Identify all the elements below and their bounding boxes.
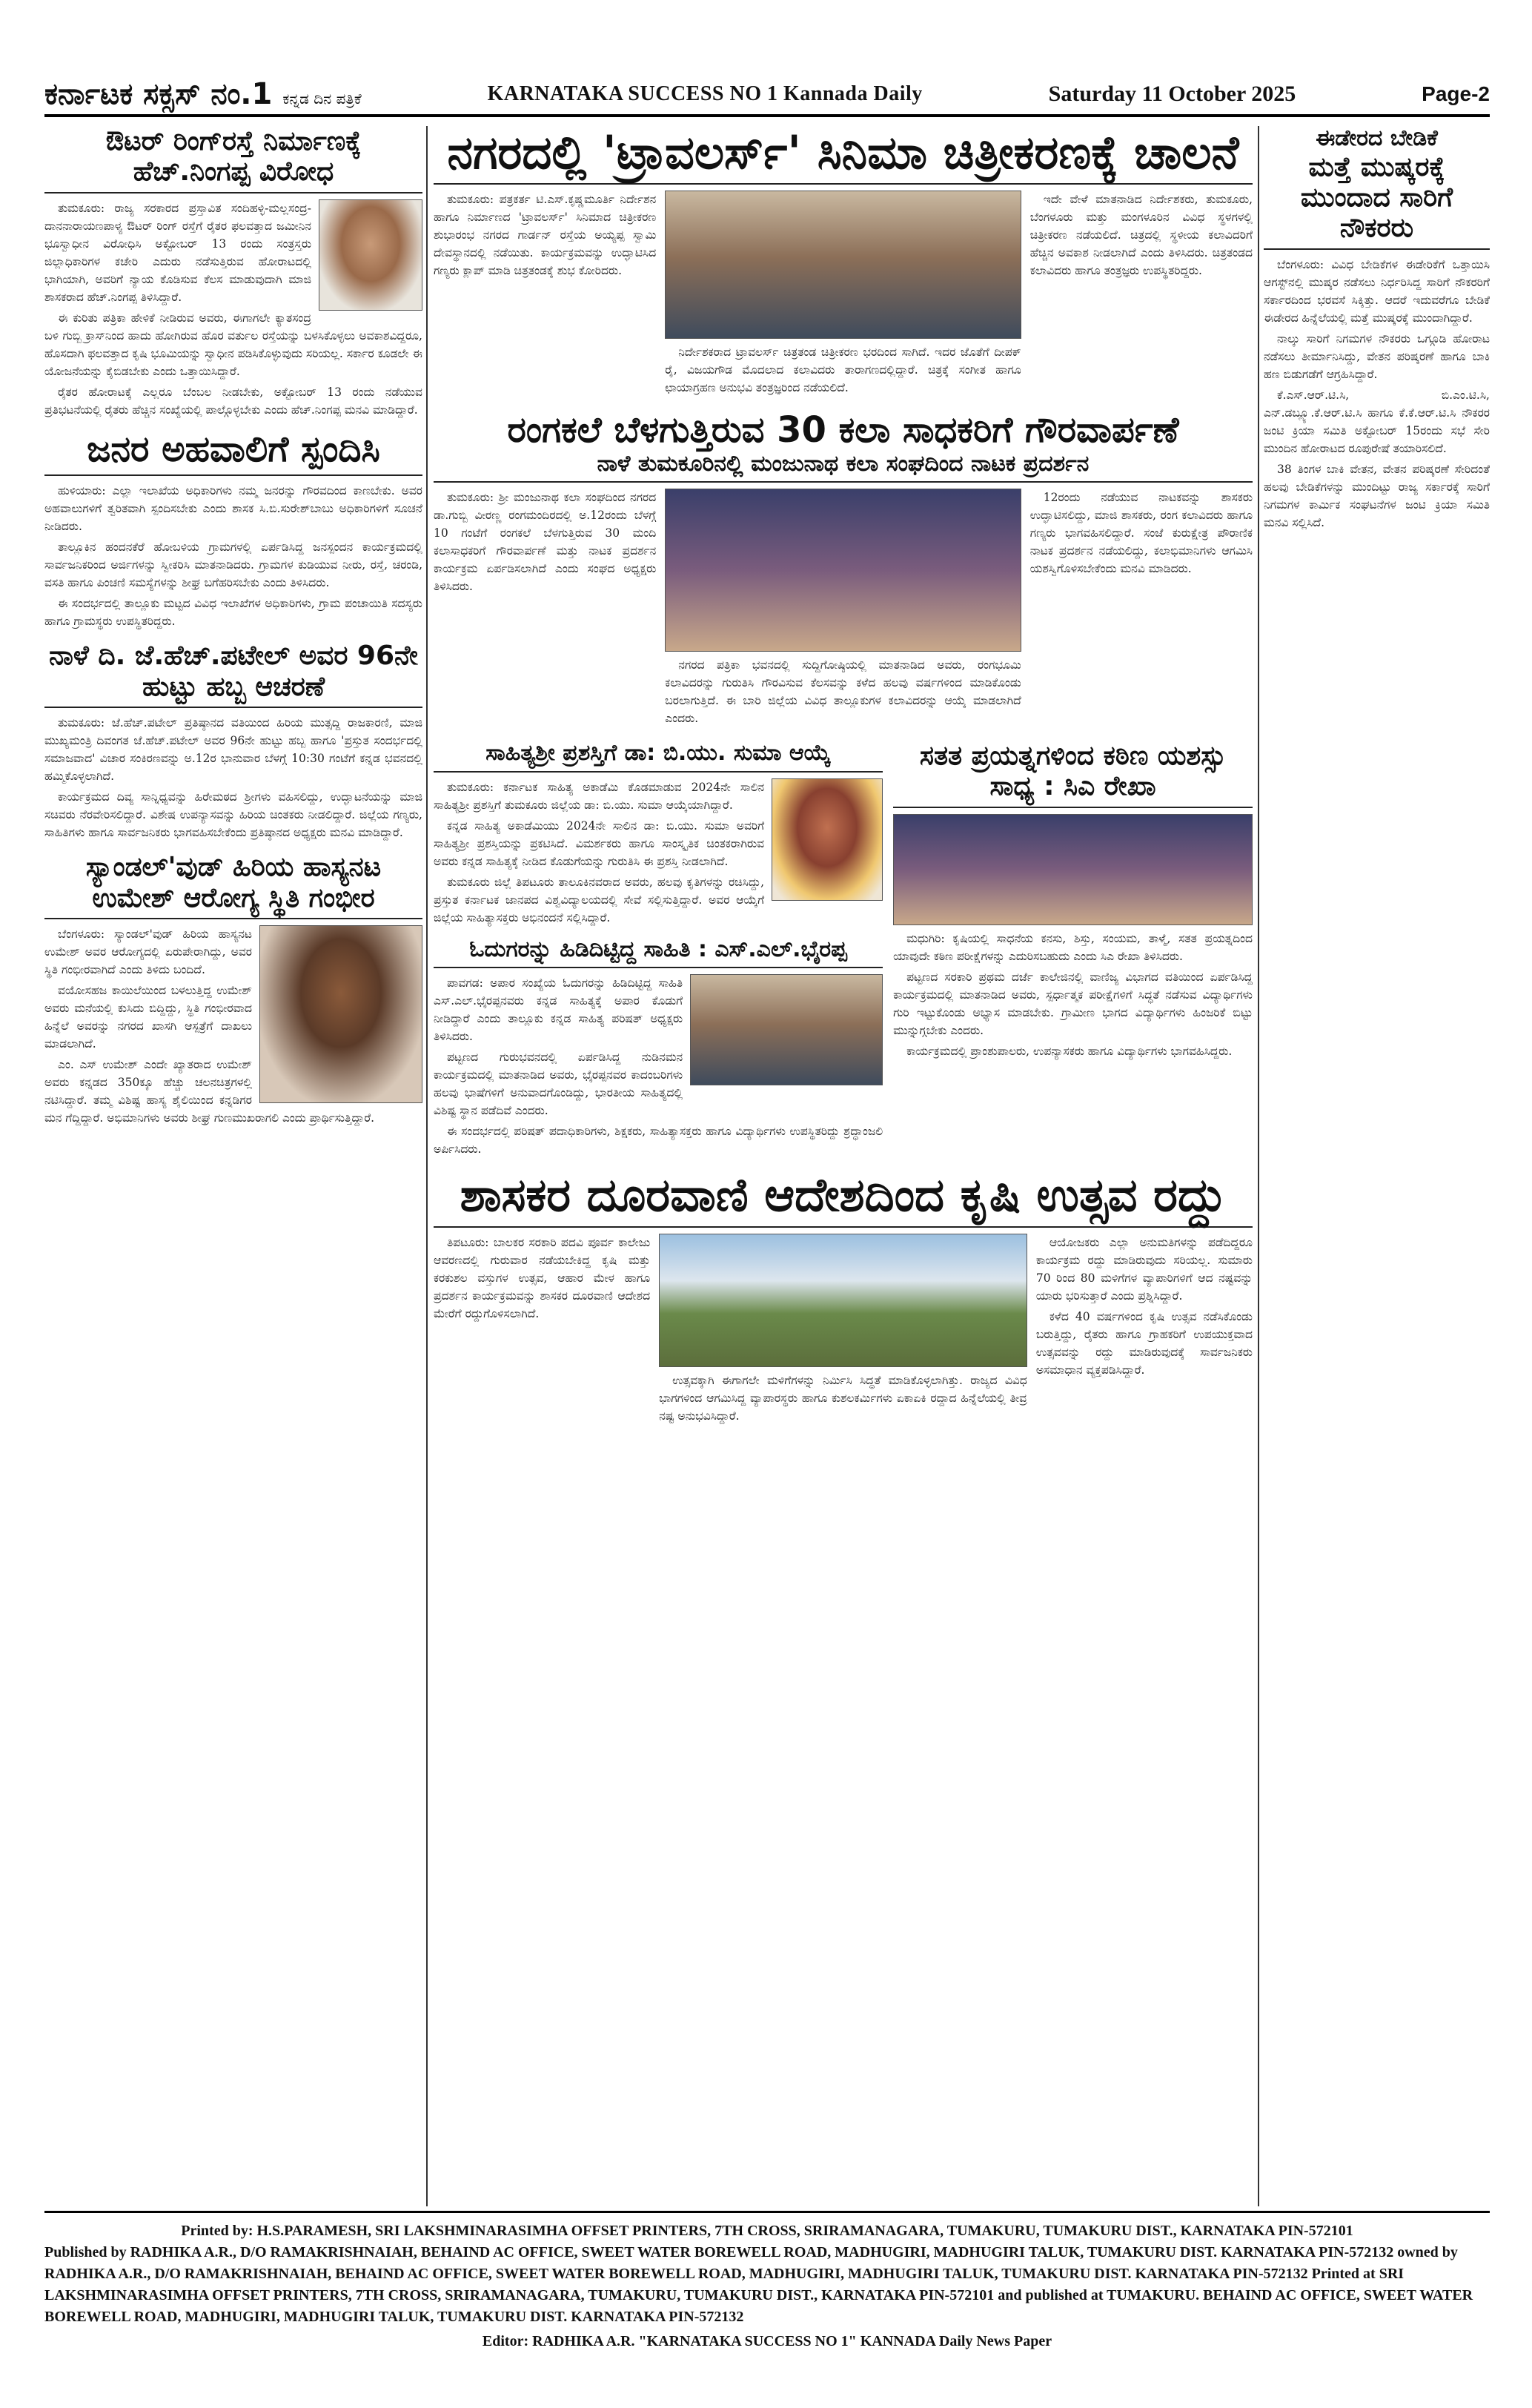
paragraph: ತುಮಕೂರು: ಶ್ರೀ ಮಂಜುನಾಥ ಕಲಾ ಸಂಘದಿಂದ ನಗರದ ಡಾ.ಗುಬ್ಬಿ ವೀರಣ್ಣ ರಂಗಮಂದಿರದಲ್ಲಿ ಅ.12ರಂದು ಬೆಳಗ್ಗೆ 10 ಗಂಟೆಗೆ ರಂಗಕಲೆ ಬೆಳಗುತ್ತಿರುವ 30 ಮಂದಿ ಕಲಾಸಾಧಕರಿಗೆ ಗೌರವಾರ್ಪಣೆ ಮತ್ತು ನಾಟಕ ಪ್ರದರ್ಶನ ಕಾರ್ಯಕ್ರಮ ಏರ್ಪಡಿಸಲಾಗಿದೆ ಎಂದು ಸಂಘದ ಅಧ್ಯಕ್ಷರು ತಿಳಿಸಿದರು. <box>434 491 657 594</box>
mid-split <box>434 741 1253 1168</box>
article-body <box>1030 191 1253 400</box>
article-transport-strike <box>1264 126 1490 532</box>
newspaper-title: KARNATAKA SUCCESS NO 1 Kannada Daily <box>487 82 923 105</box>
article-actor-umesh <box>44 852 422 1127</box>
article-sahityashri-award <box>434 741 883 927</box>
paragraph: ಆಯೋಜಕರು ಎಲ್ಲಾ ಅನುಮತಿಗಳನ್ನು ಪಡೆದಿದ್ದರೂ ಕಾರ್ಯಕ್ರಮ ರದ್ದು ಮಾಡಿರುವುದು ಸರಿಯಲ್ಲ. ಸುಮಾರು 70 ರಿಂದ 80 ಮಳಿಗೆಗಳ ವ್ಯಾಪಾರಿಗಳಿಗೆ ಆದ ನಷ್ಟವನ್ನು ಯಾರು ಭರಿಸುತ್ತಾರೆ ಎಂದು ಪ್ರಶ್ನಿಸಿದ್ದಾರೆ. <box>1035 1235 1253 1303</box>
paragraph: ನಿರ್ದೇಶಕರಾದ ಟ್ರಾವಲರ್ಸ್ ಚಿತ್ರತಂಡ ಚಿತ್ರೀಕರಣ ಭರದಿಂದ ಸಾಗಿದೆ. ಇದರ ಜೊತೆಗೆ ದೀಪಕ್ ರೈ, ವಿಜಯಗೌಡ ಮೊದಲಾದ ಕಲಾವಿದರು ತಾರಾಗಣದಲ್ಲಿದ್ದಾರೆ. ಚಿತ್ರಕ್ಕೆ ಸಂಗೀತ ಹಾಗೂ ಛಾಯಾಗ್ರಹಣ ಅನುಭವಿ ತಂತ್ರಜ್ಞರಿಂದ ನಡೆಯಲಿದೆ. <box>665 345 1021 395</box>
imprint-published-by: Published by RADHIKA A.R., D/O RAMAKRISHNAIAH, BEHAIND AC OFFICE, SWEET WATER BOREWELL ROAD, MADHUGIRI, MADHUGIRI TALUK, TUMAKURU DIST. KARNATAKA PIN-572132 owned by RADHIKA A.R., D/O RAMAKRISHNAIAH, BEHAIND AC OFFICE, SWEET WATER BOREWELL ROAD, MADHUGIRI, MADHUGIRI TALUK, TUMAKURU DIST. KARNATAKA PIN-572132 Printed at SRI LAKSHMINARASIMHA OFFSET PRINTERS, 7TH CROSS, SRIRAMANAGARA, TUMAKURU, TUMAKURU DIST., KARNATAKA PIN-572101 and published at TUMAKURU. BEHAIND AC OFFICE, SWEET WATER BOREWELL ROAD, MADHUGIRI, MADHUGIRI TALUK, TUMAKURU DIST. KARNATAKA PIN-572132 <box>44 2244 1473 2325</box>
paragraph: ಮಧುಗಿರಿ: ಕೃಷಿಯಲ್ಲಿ ಸಾಧನೆಯ ಕನಸು, ಶಿಸ್ತು, ಸಂಯಮ, ತಾಳ್ಮೆ, ಸತತ ಪ್ರಯತ್ನದಿಂದ ಯಾವುದೇ ಕಠಿಣ ಪರೀಕ್ಷೆಗಳನ್ನು ಎದುರಿಸಬಹುದು ಎಂದು ಸಿಎ ರೇಖಾ ತಿಳಿಸಿದರು. <box>893 931 1253 963</box>
imprint <box>44 2211 1490 2359</box>
paragraph: ಪಟ್ಟಣದ ಗುರುಭವನದಲ್ಲಿ ಏರ್ಪಡಿಸಿದ್ದ ನುಡಿನಮನ ಕಾರ್ಯಕ್ರಮದಲ್ಲಿ ಮಾತನಾಡಿದ ಅವರು, ಭೈರಪ್ಪನವರ ಕಾದಂಬರಿಗಳು ಹಲವು ಭಾಷೆಗಳಿಗೆ ಅನುವಾದಗೊಂಡಿದ್ದು, ಭಾರತೀಯ ಸಾಹಿತ್ಯದಲ್ಲಿ ವಿಶಿಷ್ಟ ಸ್ಥಾನ ಪಡೆದಿವೆ ಎಂದರು. <box>434 1051 683 1118</box>
middle-column <box>434 126 1253 2206</box>
paragraph: 38 ತಿಂಗಳ ಬಾಕಿ ವೇತನ, ವೇತನ ಪರಿಷ್ಕರಣೆ ಸೇರಿದಂತೆ ಹಲವು ಬೇಡಿಕೆಗಳನ್ನು ಮುಂದಿಟ್ಟು ರಾಜ್ಯ ಸರ್ಕಾರಕ್ಕೆ ಸಾರಿಗೆ ನಿಗಮಗಳ ಕಾರ್ಮಿಕ ಸಂಘಟನೆಗಳ ಜಂಟಿ ಕ್ರಿಯಾ ಸಮಿತಿ ಮನವಿ ಸಲ್ಲಿಸಿದೆ. <box>1264 462 1490 529</box>
article-public-grievances <box>44 429 422 630</box>
article-bhyrappa-tribute <box>434 937 883 1159</box>
college-event-photo <box>893 814 1253 925</box>
article-columns <box>434 191 1253 400</box>
article-ca-rekha <box>893 741 1253 1060</box>
photo-block <box>659 1234 1027 1428</box>
paragraph: ಪಟ್ಟಣದ ಸರಕಾರಿ ಪ್ರಥಮ ದರ್ಜೆ ಕಾಲೇಜಿನಲ್ಲಿ ವಾಣಿಜ್ಯ ವಿಭಾಗದ ವತಿಯಿಂದ ಏರ್ಪಡಿಸಿದ್ದ ಕಾರ್ಯಕ್ರಮದಲ್ಲಿ ಮಾತನಾಡಿದ ಅವರು, ಸ್ಪರ್ಧಾತ್ಮಕ ಪರೀಕ್ಷೆಗಳಿಗೆ ಸಿದ್ಧತೆ ನಡೆಸುವ ವಿದ್ಯಾರ್ಥಿಗಳು ಗುರಿ ಇಟ್ಟುಕೊಂಡು ಅಭ್ಯಾಸ ಮಾಡಬೇಕು. ಗ್ರಾಮೀಣ ಭಾಗದ ವಿದ್ಯಾರ್ಥಿಗಳು ಹಿಂಜರಿಕೆ ಬಿಟ್ಟು ಮುನ್ನುಗ್ಗಬೇಕು ಎಂದರು. <box>893 970 1253 1037</box>
photo-block <box>665 191 1021 400</box>
column-divider <box>426 126 428 2206</box>
kicker: ಈಡೇರದ ಬೇಡಿಕೆ <box>1316 126 1438 151</box>
paragraph: ತುಮಕೂರು: ರಾಜ್ಯ ಸರಕಾರದ ಪ್ರಸ್ತಾವಿತ ಸಂದಿಹಳ್ಳಿ-ಮಲ್ಲಸಂದ್ರ-ದಾನನಾರಾಯಣಪಾಳ್ಯ ಔಟರ್ ರಿಂಗ್ ರಸ್ತೆಗೆ ರೈತರ ಫಲವತ್ತಾದ ಜಮೀನಿನ ಭೂಸ್ವಾಧೀನ ವಿರೋಧಿಸಿ ಅಕ್ಟೋಬರ್ 13 ರಂದು ಸಂತ್ರಸ್ತರು ಜಿಲ್ಲಾಧಿಕಾರಿಗಳ ಕಚೇರಿ ಎದುರು ನಡೆಸುತ್ತಿರುವ ಹೋರಾಟದಲ್ಲಿ ಭಾಗಿಯಾಗಿ, ಅವರಿಗೆ ನ್ಯಾಯ ಕೊಡಿಸುವ ಕೆಲಸ ಮಾಡುವುದಾಗಿ ಮಾಜಿ ಶಾಸಕರಾದ ಹೆಚ್.ನಿಂಗಪ್ಪ ತಿಳಿಸಿದ್ದಾರೆ. <box>44 201 311 304</box>
mid-split-right <box>893 741 1253 1168</box>
headline: ಔಟರ್ ರಿಂಗ್‌ರಸ್ತೆ ನಿರ್ಮಾಣಕ್ಕೆ ಹೆಚ್.ನಿಂಗಪ್ಪ ವಿರೋಧ <box>44 126 422 194</box>
headline: ಜನರ ಅಹವಾಲಿಗೆ ಸ್ಪಂದಿಸಿ <box>44 429 422 476</box>
film-crew-photo <box>665 191 1021 339</box>
tribute-event-photo <box>690 974 883 1085</box>
headline: ನಾಳೆ ದಿ. ಜೆ.ಹೆಚ್.ಪಟೇಲ್ ಅವರ 96ನೇ ಹುಟ್ಟು ಹಬ್ಬ ಆಚರಣೆ <box>44 641 422 708</box>
article-body <box>665 656 1021 727</box>
masthead <box>44 74 1490 117</box>
paragraph: ರೈತರ ಹೋರಾಟಕ್ಕೆ ಎಲ್ಲರೂ ಬೆಂಬಲ ನೀಡಬೇಕು, ಅಕ್ಟೋಬರ್ 13 ರಂದು ನಡೆಯುವ ಪ್ರತಿಭಟನೆಯಲ್ಲಿ ರೈತರು ಹೆಚ್ಚಿನ ಸಂಖ್ಯೆಯಲ್ಲಿ ಪಾಲ್ಗೊಳ್ಳಬೇಕು ಎಂದು ಹೆಚ್.ನಿಂಗಪ್ಪ ಮನವಿ ಮಾಡಿದ್ದಾರೆ. <box>44 385 422 417</box>
paragraph: ಕಾರ್ಯಕ್ರಮದ ದಿವ್ಯ ಸಾನ್ನಿಧ್ಯವನ್ನು ಹಿರೇಮಠದ ಶ್ರೀಗಳು ವಹಿಸಲಿದ್ದು, ಉದ್ಘಾಟನೆಯನ್ನು ಮಾಜಿ ಸಚಿವರು ನೆರವೇರಿಸಲಿದ್ದಾರೆ. ವಿಶೇಷ ಉಪನ್ಯಾಸವನ್ನು ಹಿರಿಯ ಚಿಂತಕರು ನೀಡಲಿದ್ದಾರೆ. ಜಿಲ್ಲೆಯ ಗಣ್ಯರು, ಸಾಹಿತಿಗಳು ಹಾಗೂ ಸಾರ್ವಜನಿಕರು ಭಾಗವಹಿಸಬೇಕೆಂದು ಪ್ರತಿಷ್ಠಾನದ ಅಧ್ಯಕ್ಷರು ಮನವಿ ಮಾಡಿದ್ದಾರೆ. <box>44 790 422 840</box>
headline: ಓದುಗರನ್ನು ಹಿಡಿದಿಟ್ಟಿದ್ದ ಸಾಹಿತಿ : ಎಸ್.ಎಲ್.ಭೈರಪ್ಪ <box>434 937 883 969</box>
article-body <box>1030 489 1253 730</box>
exhibition-ground-photo <box>659 1234 1027 1367</box>
article-krishi-utsava <box>434 1168 1253 1427</box>
headline: ಶಾಸಕರ ದೂರವಾಣಿ ಆದೇಶದಿಂದ ಕೃಷಿ ಉತ್ಸವ ರದ್ದು <box>434 1168 1253 1227</box>
paragraph: ಕಾರ್ಯಕ್ರಮದಲ್ಲಿ ಪ್ರಾಂಶುಪಾಲರು, ಉಪನ್ಯಾಸಕರು ಹಾಗೂ ವಿದ್ಯಾರ್ಥಿಗಳು ಭಾಗವಹಿಸಿದ್ದರು. <box>906 1044 1233 1058</box>
headline: ಸಾಹಿತ್ಯಶ್ರೀ ಪ್ರಶಸ್ತಿಗೆ ಡಾ: ಬಿ.ಯು. ಸುಮಾ ಆಯ್ಕೆ <box>434 741 883 773</box>
paragraph: ಹುಳಿಯಾರು: ಎಲ್ಲಾ ಇಲಾಖೆಯ ಅಧಿಕಾರಿಗಳು ನಮ್ಮ ಜನರನ್ನು ಗೌರವದಿಂದ ಕಾಣಬೇಕು. ಅವರ ಅಹವಾಲುಗಳಿಗೆ ತ್ವರಿತವಾಗಿ ಸ್ಪಂದಿಸಬೇಕು ಎಂದು ಶಾಸಕ ಸಿ.ಬಿ.ಸುರೇಶ್‌ಬಾಬು ಅಧಿಕಾರಿಗಳಿಗೆ ಸೂಚನೆ ನೀಡಿದರು. <box>44 484 422 534</box>
headline: ಮತ್ತೆ ಮುಷ್ಕರಕ್ಕೆ ಮುಂದಾದ ಸಾರಿಗೆ ನೌಕರರು <box>1264 152 1490 250</box>
article-body <box>1036 1234 1253 1428</box>
paragraph: ಪಾವಗಡ: ಅಪಾರ ಸಂಖ್ಯೆಯ ಓದುಗರನ್ನು ಹಿಡಿದಿಟ್ಟಿದ್ದ ಸಾಹಿತಿ ಎಸ್.ಎಲ್.ಭೈರಪ್ಪನವರು ಕನ್ನಡ ಸಾಹಿತ್ಯಕ್ಕೆ ಅಪಾರ ಕೊಡುಗೆ ನೀಡಿದ್ದಾರೆ ಎಂದು ತಾಲ್ಲೂಕು ಕನ್ನಡ ಸಾಹಿತ್ಯ ಪರಿಷತ್ ಅಧ್ಯಕ್ಷರು ತಿಳಿಸಿದರು. <box>434 976 683 1044</box>
paragraph: ತುಮಕೂರು: ಕರ್ನಾಟಕ ಸಾಹಿತ್ಯ ಅಕಾಡೆಮಿ ಕೊಡಮಾಡುವ 2024ನೇ ಸಾಲಿನ ಸಾಹಿತ್ಯಶ್ರೀ ಪ್ರಶಸ್ತಿಗೆ ತುಮಕೂರು ಜಿಲ್ಲೆಯ ಡಾ: ಬಿ.ಯು. ಸುಮಾ ಆಯ್ಕೆಯಾಗಿದ್ದಾರೆ. <box>434 780 765 812</box>
column-divider <box>1258 126 1259 2206</box>
paragraph: ಕಳೆದ 40 ವರ್ಷಗಳಿಂದ ಕೃಷಿ ಉತ್ಸವ ನಡೆಸಿಕೊಂಡು ಬರುತ್ತಿದ್ದು, ರೈತರು ಹಾಗೂ ಗ್ರಾಹಕರಿಗೆ ಉಪಯುಕ್ತವಾದ ಉತ್ಸವವನ್ನು ರದ್ದು ಮಾಡಿರುವುದಕ್ಕೆ ಸಾರ್ವಜನಿಕರು ಅಸಮಾಧಾನ ವ್ಯಕ್ತಪಡಿಸಿದ್ದಾರೆ. <box>1035 1309 1253 1377</box>
article-body <box>434 1234 650 1428</box>
photo-block <box>665 489 1021 730</box>
paragraph: ಇದೇ ವೇಳೆ ಮಾತನಾಡಿದ ನಿರ್ದೇಶಕರು, ತುಮಕೂರು, ಬೆಂಗಳೂರು ಮತ್ತು ಮಂಗಳೂರಿನ ವಿವಿಧ ಸ್ಥಳಗಳಲ್ಲಿ ಚಿತ್ರೀಕರಣ ನಡೆಯಲಿದೆ. ಚಿತ್ರದಲ್ಲಿ ಸ್ಥಳೀಯ ಕಲಾವಿದರಿಗೆ ಹೆಚ್ಚಿನ ಅವಕಾಶ ನೀಡಲಾಗಿದೆ ಎಂದು ತಿಳಿಸಿದರು. ಚಿತ್ರತಂಡದ ಕಲಾವಿದರು ಹಾಗೂ ತಂತ್ರಜ್ಞರು ಉಪಸ್ಥಿತರಿದ್ದರು. <box>1029 193 1253 278</box>
article-body <box>44 482 422 630</box>
article-body <box>1264 256 1490 532</box>
mid-split-left <box>434 741 883 1168</box>
paragraph: ಕನ್ನಡ ಸಾಹಿತ್ಯ ಅಕಾಡೆಮಿಯು 2024ನೇ ಸಾಲಿನ ಡಾ: ಬಿ.ಯು. ಸುಮಾ ಅವರಿಗೆ ಸಾಹಿತ್ಯಶ್ರೀ ಪ್ರಶಸ್ತಿಯನ್ನು ಪ್ರಕಟಿಸಿದೆ. ವಿಮರ್ಶಕರು ಹಾಗೂ ಸಾಂಸ್ಕೃತಿಕ ಚಿಂತಕರಾಗಿರುವ ಅವರು ಕನ್ನಡ ಸಾಹಿತ್ಯಕ್ಕೆ ನೀಡಿದ ಕೊಡುಗೆಯನ್ನು ಗುರುತಿಸಿ ಈ ಪ್ರಶಸ್ತಿ ನೀಡಲಾಗಿದೆ. <box>434 818 765 868</box>
article-body <box>434 489 656 730</box>
paragraph: ತಾಲ್ಲೂಕಿನ ಹಂದನಕೆರೆ ಹೋಬಳಿಯ ಗ್ರಾಮಗಳಲ್ಲಿ ಏರ್ಪಡಿಸಿದ್ದ ಜನಸ್ಪಂದನ ಕಾರ್ಯಕ್ರಮದಲ್ಲಿ ಸಾರ್ವಜನಿಕರಿಂದ ಅರ್ಜಿಗಳನ್ನು ಸ್ವೀಕರಿಸಿ ಮಾತನಾಡಿದರು. ಗ್ರಾಮಗಳ ಕುಡಿಯುವ ನೀರು, ರಸ್ತೆ, ಚರಂಡಿ, ವಸತಿ ಹಾಗೂ ಪಿಂಚಣಿ ಸಮಸ್ಯೆಗಳನ್ನು ಶೀಘ್ರ ಬಗೆಹರಿಸಬೇಕು ಎಂದು ತಿಳಿಸಿದರು. <box>44 540 422 590</box>
brand <box>44 77 362 111</box>
portrait-photo <box>319 199 422 311</box>
paragraph: ಈ ಸಂದರ್ಭದಲ್ಲಿ ಪರಿಷತ್ ಪದಾಧಿಕಾರಿಗಳು, ಶಿಕ್ಷಕರು, ಸಾಹಿತ್ಯಾಸಕ್ತರು ಹಾಗೂ ವಿದ್ಯಾರ್ಥಿಗಳು ಉಪಸ್ಥಿತರಿದ್ದು ಶ್ರದ್ಧಾಂಜಲಿ ಅರ್ಪಿಸಿದರು. <box>434 1125 883 1157</box>
imprint-printed-by: Printed by: H.S.PARAMESH, SRI LAKSHMINARASIMHA OFFSET PRINTERS, 7TH CROSS, SRIRAMANAGARA, TUMAKURU, TUMAKURU DIST., KARNATAKA PIN-572101 <box>181 2223 1353 2239</box>
paragraph: ತುಮಕೂರು ಜಿಲ್ಲೆ ತಿಪಟೂರು ತಾಲೂಕಿನವರಾದ ಅವರು, ಹಲವು ಕೃತಿಗಳನ್ನು ರಚಿಸಿದ್ದು, ಪ್ರಸ್ತುತ ಕರ್ನಾಟಕ ಜಾನಪದ ವಿಶ್ವವಿದ್ಯಾಲಯದಲ್ಲಿ ಸೇವೆ ಸಲ್ಲಿಸುತ್ತಿದ್ದಾರೆ. ಅವರ ಆಯ್ಕೆಗೆ ಜಿಲ್ಲೆಯ ಸಾಹಿತ್ಯಾಸಕ್ತರು ಅಭಿನಂದನೆ ಸಲ್ಲಿಸಿದ್ದಾರೆ. <box>434 875 765 924</box>
paragraph: ಈ ಕುರಿತು ಪತ್ರಿಕಾ ಹೇಳಿಕೆ ನೀಡಿರುವ ಅವರು, ಈಗಾಗಲೇ ಕ್ಯಾತಸಂದ್ರ ಬಳಿ ಗುಬ್ಬಿ ಕ್ರಾಸ್‌ನಿಂದ ಹಾದು ಹೋಗಿರುವ ಹೊರ ವರ್ತುಲ ರಸ್ತೆಯನ್ನು ಬಳಸಿಕೊಳ್ಳಲು ಅವಕಾಶವಿದ್ದರೂ, ಹೊಸದಾಗಿ ಫಲವತ್ತಾದ ಕೃಷಿ ಭೂಮಿಯನ್ನು ಸ್ವಾಧೀನ ಪಡಿಸಿಕೊಳ್ಳುವುದು ಸರಿಯಲ್ಲ. ಸರ್ಕಾರ ಕೂಡಲೇ ಈ ಯೋಜನೆಯನ್ನು ಕೈಬಿಡಬೇಕು ಎಂದು ಒತ್ತಾಯಿಸಿದ್ದಾರೆ. <box>44 311 422 378</box>
article-theatre-honour <box>434 410 1253 730</box>
headline: ಸ್ಯಾಂಡಲ್'ವುಡ್ ಹಿರಿಯ ಹಾಸ್ಯನಟ ಉಮೇಶ್ ಆರೋಗ್ಯ ಸ್ಥಿತಿ ಗಂಭೀರ <box>44 852 422 919</box>
article-columns <box>434 1234 1253 1428</box>
paragraph: ಈ ಸಂದರ್ಭದಲ್ಲಿ ತಾಲ್ಲೂಕು ಮಟ್ಟದ ವಿವಿಧ ಇಲಾಖೆಗಳ ಅಧಿಕಾರಿಗಳು, ಗ್ರಾಮ ಪಂಚಾಯಿತಿ ಸದಸ್ಯರು ಹಾಗೂ ಗ್ರಾಮಸ್ಥರು ಉಪಸ್ಥಿತರಿದ್ದರು. <box>44 597 422 629</box>
article-jh-patel-birthday <box>44 641 422 841</box>
paragraph: ಎಂ. ಎಸ್ ಉಮೇಶ್ ಎಂದೇ ಖ್ಯಾತರಾದ ಉಮೇಶ್ ಅವರು ಕನ್ನಡದ 350ಕ್ಕೂ ಹೆಚ್ಚು ಚಲನಚಿತ್ರಗಳಲ್ಲಿ ನಟಿಸಿದ್ದಾರೆ. ತಮ್ಮ ವಿಶಿಷ್ಟ ಹಾಸ್ಯ ಶೈಲಿಯಿಂದ ಕನ್ನಡಿಗರ ಮನ ಗೆದ್ದಿದ್ದಾರೆ. ಅಭಿಮಾನಿಗಳು ಅವರು ಶೀಘ್ರ ಗುಣಮುಖರಾಗಲಿ ಎಂದು ಪ್ರಾರ್ಥಿಸುತ್ತಿದ್ದಾರೆ. <box>44 1058 375 1125</box>
headline: ರಂಗಕಲೆ ಬೆಳಗುತ್ತಿರುವ 30 ಕಲಾ ಸಾಧಕರಿಗೆ ಗೌರವಾರ್ಪಣೆ <box>507 409 1179 452</box>
paragraph: ತುಮಕೂರು: ಪತ್ರಕರ್ತ ಟಿ.ಎಸ್.ಕೃಷ್ಣಮೂರ್ತಿ ನಿರ್ದೇಶನ ಹಾಗೂ ನಿರ್ಮಾಣದ 'ಟ್ರಾವಲರ್ಸ್' ಸಿನಿಮಾದ ಚಿತ್ರೀಕರಣ ಶುಭಾರಂಭ ನಗರದ ಗಾರ್ಡನ್ ರಸ್ತೆಯ ಅಯ್ಯಪ್ಪ ಸ್ವಾಮಿ ದೇವಸ್ಥಾನದಲ್ಲಿ ನಡೆಯಿತು. ಕಾರ್ಯಕ್ರಮವನ್ನು ಉದ್ಘಾಟಿಸಿದ ಗಣ್ಯರು ಕ್ಲಾಪ್ ಮಾಡಿ ಚಿತ್ರತಂಡಕ್ಕೆ ಶುಭ ಕೋರಿದರು. <box>434 193 657 278</box>
paragraph: ಬೆಂಗಳೂರು: ಸ್ಯಾಂಡಲ್'ವುಡ್ ಹಿರಿಯ ಹಾಸ್ಯನಟ ಉಮೇಶ್ ಅವರ ಆರೋಗ್ಯದಲ್ಲಿ ಏರುಪೇರಾಗಿದ್ದು, ಅವರ ಸ್ಥಿತಿ ಗಂಭೀರವಾಗಿದೆ ಎಂದು ತಿಳಿದು ಬಂದಿದೆ. <box>44 927 252 976</box>
headline: ಸತತ ಪ್ರಯತ್ನಗಳಿಂದ ಕಠಿಣ ಯಶಸ್ಸು ಸಾಧ್ಯ : ಸಿಎ ರೇಖಾ <box>893 741 1253 808</box>
article-body <box>893 930 1253 1060</box>
page-number: Page-2 <box>1422 82 1490 105</box>
article-outer-ring-road <box>44 126 422 419</box>
theatre-group-photo <box>665 489 1021 652</box>
issue-date: Saturday 11 October 2025 <box>1048 82 1296 106</box>
article-body <box>434 191 656 400</box>
newspaper-tagline: ಕನ್ನಡ ದಿನ ಪತ್ರಿಕೆ <box>282 90 362 108</box>
imprint-editor: Editor: RADHIKA A.R. "KARNATAKA SUCCESS NO 1" KANNADA Daily News Paper <box>482 2333 1052 2349</box>
paragraph: ನಗರದ ಪತ್ರಿಕಾ ಭವನದಲ್ಲಿ ಸುದ್ದಿಗೋಷ್ಠಿಯಲ್ಲಿ ಮಾತನಾಡಿದ ಅವರು, ರಂಗಭೂಮಿ ಕಲಾವಿದರನ್ನು ಗುರುತಿಸಿ ಗೌರವಿಸುವ ಕೆಲಸವನ್ನು ಕಳೆದ ಹಲವು ವರ್ಷಗಳಿಂದ ಮಾಡಿಕೊಂಡು ಬರಲಾಗುತ್ತಿದೆ. ಈ ಬಾರಿ ಜಿಲ್ಲೆಯ ವಿವಿಧ ತಾಲ್ಲೂಕುಗಳ ಕಲಾವಿದರನ್ನು ಆಯ್ಕೆ ಮಾಡಲಾಗಿದೆ ಎಂದರು. <box>665 658 1021 726</box>
photo-caption <box>665 343 1021 397</box>
paragraph: ಕೆ.ಎಸ್.ಆರ್.ಟಿ.ಸಿ, ಬಿ.ಎಂ.ಟಿ.ಸಿ, ಎನ್.ಡಬ್ಲ್ಯೂ.ಕೆ.ಆರ್.ಟಿ.ಸಿ ಹಾಗೂ ಕೆ.ಕೆ.ಆರ್.ಟಿ.ಸಿ ನೌಕರರ ಜಂಟಿ ಕ್ರಿಯಾ ಸಮಿತಿ ಅಕ್ಟೋಬರ್ 15ರಂದು ಸಭೆ ಸೇರಿ ಮುಂದಿನ ಹೋರಾಟದ ರೂಪುರೇಷೆ ತಯಾರಿಸಲಿದೆ. <box>1264 388 1490 455</box>
article-body <box>44 714 422 841</box>
paragraph: ಉತ್ಸವಕ್ಕಾಗಿ ಈಗಾಗಲೇ ಮಳಿಗೆಗಳನ್ನು ನಿರ್ಮಿಸಿ ಸಿದ್ಧತೆ ಮಾಡಿಕೊಳ್ಳಲಾಗಿತ್ತು. ರಾಜ್ಯದ ವಿವಿಧ ಭಾಗಗಳಿಂದ ಆಗಮಿಸಿದ್ದ ವ್ಯಾಪಾರಸ್ಥರು ಹಾಗೂ ಕುಶಲಕರ್ಮಿಗಳು ಏಕಾಏಕಿ ರದ್ದಾದ ಹಿನ್ನೆಲೆಯಲ್ಲಿ ತೀವ್ರ ನಷ್ಟ ಅನುಭವಿಸಿದ್ದಾರೆ. <box>659 1373 1027 1423</box>
paragraph: ವಯೋಸಹಜ ಕಾಯಿಲೆಯಿಂದ ಬಳಲುತ್ತಿದ್ದ ಉಮೇಶ್ ಅವರು ಮನೆಯಲ್ಲಿ ಕುಸಿದು ಬಿದ್ದಿದ್ದು, ಸ್ಥಿತಿ ಗಂಭೀರವಾದ ಹಿನ್ನೆಲೆ ಅವರನ್ನು ನಗರದ ಖಾಸಗಿ ಆಸ್ಪತ್ರೆಗೆ ದಾಖಲು ಮಾಡಲಾಗಿದೆ. <box>44 984 252 1051</box>
paragraph: ಬೆಂಗಳೂರು: ವಿವಿಧ ಬೇಡಿಕೆಗಳ ಈಡೇರಿಕೆಗೆ ಒತ್ತಾಯಿಸಿ ಆಗಸ್ಟ್‌ನಲ್ಲಿ ಮುಷ್ಕರ ನಡೆಸಲು ನಿರ್ಧರಿಸಿದ್ದ ಸಾರಿಗೆ ನೌಕರರಿಗೆ ಸರ್ಕಾರದಿಂದ ಭರವಸೆ ಸಿಕ್ಕಿತ್ತು. ಆದರೆ ಇದುವರೆಗೂ ಬೇಡಿಕೆ ಈಡೇರದ ಹಿನ್ನೆಲೆಯಲ್ಲಿ ಮತ್ತೆ ಮುಷ್ಕರಕ್ಕೆ ಮುಂದಾಗಿದ್ದಾರೆ. <box>1264 257 1490 325</box>
article-columns <box>434 489 1253 730</box>
newspaper-name: ಕರ್ನಾಟಕ ಸಕ್ಸಸ್ ನಂ.1 <box>44 77 273 111</box>
paragraph: ನಾಲ್ಕು ಸಾರಿಗೆ ನಿಗಮಗಳ ನೌಕರರು ಒಗ್ಗೂಡಿ ಹೋರಾಟ ನಡೆಸಲು ತೀರ್ಮಾನಿಸಿದ್ದು, ವೇತನ ಪರಿಷ್ಕರಣೆ ಹಾಗೂ ಬಾಕಿ ಹಣ ಬಿಡುಗಡೆಗೆ ಆಗ್ರಹಿಸಿದ್ದಾರೆ. <box>1264 331 1490 381</box>
actor-portrait-photo <box>259 925 422 1103</box>
right-column <box>1264 126 1490 2206</box>
article-body <box>659 1372 1027 1425</box>
paragraph: 12ರಂದು ನಡೆಯುವ ನಾಟಕವನ್ನು ಶಾಸಕರು ಉದ್ಘಾಟಿಸಲಿದ್ದು, ಮಾಜಿ ಶಾಸಕರು, ರಂಗ ಕಲಾವಿದರು ಹಾಗೂ ಗಣ್ಯರು ಭಾಗವಹಿಸಲಿದ್ದಾರೆ. ಸಂಜೆ ಕುರುಕ್ಷೇತ್ರ ಪೌರಾಣಿಕ ನಾಟಕ ಪ್ರದರ್ಶನ ನಡೆಯಲಿದ್ದು, ಕಲಾಭಿಮಾನಿಗಳು ಆಗಮಿಸಿ ಯಶಸ್ವಿಗೊಳಿಸಬೇಕೆಂದು ಮನವಿ ಮಾಡಿದರು. <box>1029 491 1253 576</box>
awardee-portrait-photo <box>772 778 883 901</box>
subheadline: ನಾಳೆ ತುಮಕೂರಿನಲ್ಲಿ ಮಂಜುನಾಥ ಕಲಾ ಸಂಘದಿಂದ ನಾಟಕ ಪ್ರದರ್ಶನ <box>434 452 1253 483</box>
left-column <box>44 126 422 2206</box>
paragraph: ತುಮಕೂರು: ಜೆ.ಹೆಚ್.ಪಟೇಲ್ ಪ್ರತಿಷ್ಠಾನದ ವತಿಯಿಂದ ಹಿರಿಯ ಮುತ್ಸದ್ದಿ ರಾಜಕಾರಣಿ, ಮಾಜಿ ಮುಖ್ಯಮಂತ್ರಿ ದಿವಂಗತ ಜೆ.ಹೆಚ್.ಪಟೇಲ್ ಅವರ 96ನೇ ಹುಟ್ಟು ಹಬ್ಬ ಹಾಗೂ 'ಪ್ರಸ್ತುತ ಸಂದರ್ಭದಲ್ಲಿ ಸಮಾಜವಾದ' ವಿಚಾರ ಸಂಕಿರಣವನ್ನು ಅ.12ರ ಭಾನುವಾರ ಬೆಳಗ್ಗೆ 10:30 ಗಂಟೆಗೆ ಕನ್ನಡ ಭವನದಲ್ಲಿ ಹಮ್ಮಿಕೊಳ್ಳಲಾಗಿದೆ. <box>44 716 422 784</box>
article-travellers-film <box>434 126 1253 400</box>
headline: ನಗರದಲ್ಲಿ 'ಟ್ರಾವಲರ್ಸ್' ಸಿನಿಮಾ ಚಿತ್ರೀಕರಣಕ್ಕೆ ಚಾಲನೆ <box>434 126 1253 185</box>
paragraph: ತಿಪಟೂರು: ಬಾಲಕರ ಸರಕಾರಿ ಪದವಿ ಪೂರ್ವ ಕಾಲೇಜು ಆವರಣದಲ್ಲಿ ಗುರುವಾರ ನಡೆಯಬೇಕಿದ್ದ ಕೃಷಿ ಮತ್ತು ಕರಕುಶಲ ವಸ್ತುಗಳ ಉತ್ಸವ, ಆಹಾರ ಮೇಳ ಹಾಗೂ ಪ್ರದರ್ಶನ ಕಾರ್ಯಕ್ರಮವನ್ನು ಶಾಸಕರ ದೂರವಾಣಿ ಆದೇಶದ ಮೇರೆಗೆ ರದ್ದುಗೊಳಿಸಲಾಗಿದೆ. <box>434 1235 651 1320</box>
